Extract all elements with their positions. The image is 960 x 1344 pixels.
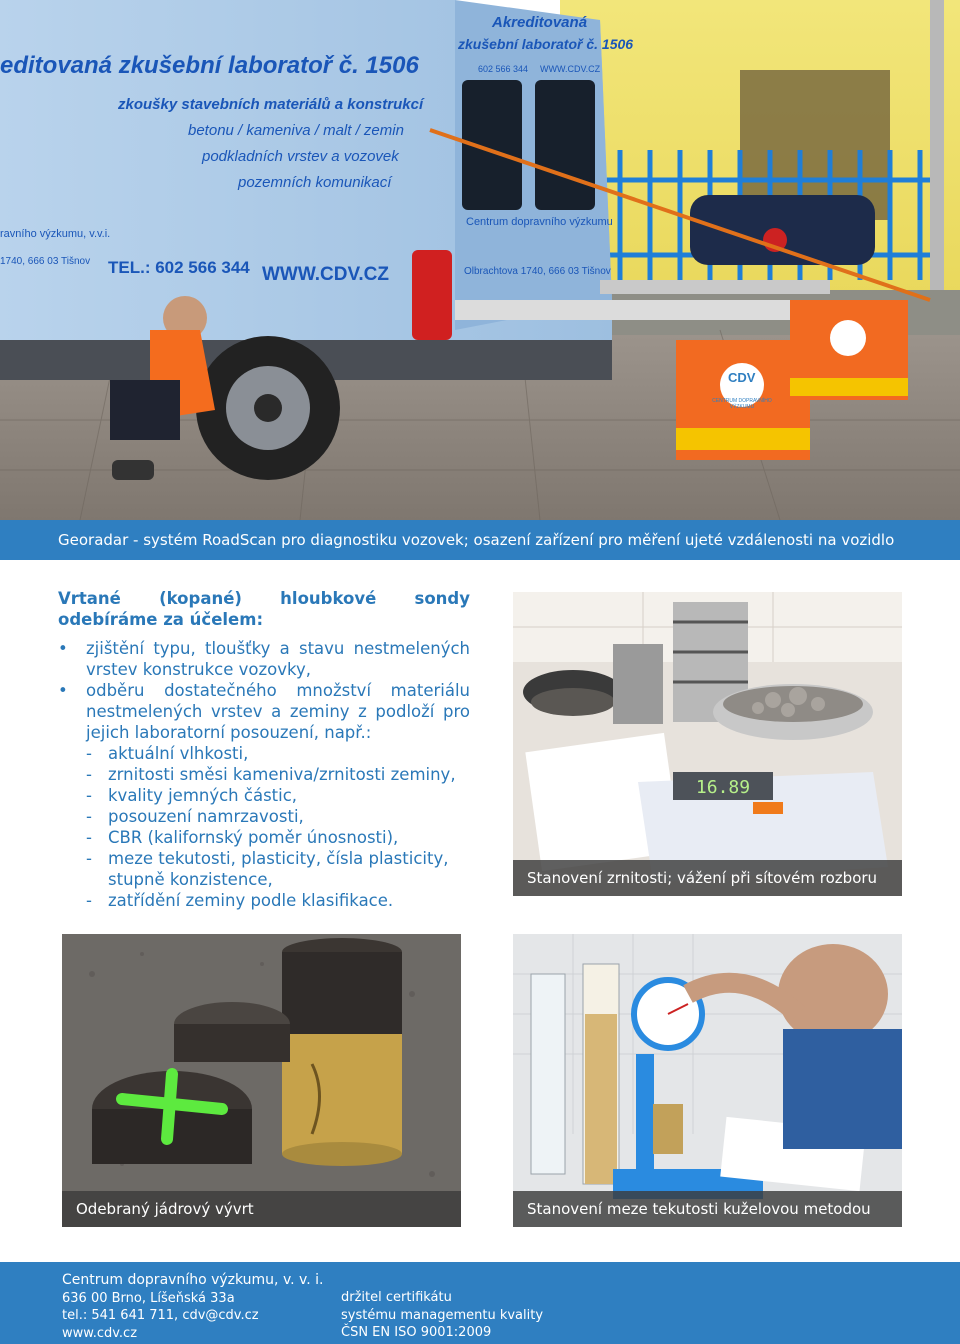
van-side-org: ravního výzkumu, v.v.i. <box>0 228 111 240</box>
cone-illustration <box>513 934 902 1227</box>
van-side-line2: betonu / kameniva / malt / zemin <box>188 122 404 139</box>
hero-caption: Georadar - systém RoadScan pro diagnostiku vozovek; osazení zařízení pro měření ujeté vzdálenosti na vozidlo <box>0 520 960 560</box>
van-side-line3: podkladních vrstev a vozovek <box>202 148 399 165</box>
van-rear-title2: zkušební laboratoř č. 1506 <box>458 36 634 52</box>
list-item: - meze tekutosti, plasticity, čísla plasticity, stupně konzistence, <box>58 848 470 890</box>
core-illustration <box>62 934 461 1227</box>
list-item: • zjištění typu, tloušťky a stavu nestmelených vrstev konstrukce vozovky, <box>58 638 470 680</box>
cone-photo-caption: Stanovení meze tekutosti kuželovou metodou <box>513 1191 902 1227</box>
van-side-web: WWW.CDV.CZ <box>262 264 390 285</box>
purpose-list <box>58 638 470 743</box>
van-rear-title1: Akreditovaná <box>492 14 588 31</box>
box-logo: CDV <box>728 370 756 385</box>
list-item: • odběru dostatečného množství materiálu nestmelených vrstev a zeminy z podloží pro jejich laboratorní posouzení, např.: <box>58 680 470 743</box>
footer-cert-line1: držitel certifikátu <box>341 1290 452 1305</box>
van-rear-web: WWW.CDV.CZ <box>540 64 601 74</box>
footer-cert-line2: systému managementu kvality <box>341 1307 544 1323</box>
list-item: - zrnitosti směsi kameniva/zrnitosti zeminy, <box>58 764 470 785</box>
intro-heading: Vrtané (kopané) hloubkové sondy odebíráme za účelem: <box>58 589 470 629</box>
list-item: - aktuální vlhkosti, <box>58 743 470 764</box>
van-side-tel: TEL.: 602 566 344 <box>108 258 250 277</box>
van-side-line1: zkoušky stavebních materiálů a konstrukcí <box>118 96 424 113</box>
list-item: - posouzení namrzavosti, <box>58 806 470 827</box>
van-rear-tel: 602 566 344 <box>478 64 529 74</box>
core-sample-photo <box>62 934 461 1227</box>
intro-section <box>58 588 470 911</box>
scale-illustration <box>513 592 902 896</box>
van-side-title: editovaná zkušební laboratoř č. 1506 <box>0 52 419 79</box>
box-logo-sub: CENTRUM DOPRAVNÍHO VÝZKUMU <box>712 398 772 410</box>
van-side-line4: pozemních komunikací <box>238 174 392 191</box>
sieve-analysis-photo <box>513 592 902 896</box>
test-list <box>58 743 470 911</box>
footer-cert-line3: ČSN EN ISO 9001:2009 <box>341 1325 492 1340</box>
van-side-addr: 1740, 666 03 Tišnov <box>0 256 91 267</box>
footer-contact <box>62 1272 324 1342</box>
footer <box>0 1262 960 1344</box>
hero-photo <box>0 0 960 520</box>
van-rear-org: Centrum dopravního výzkumu <box>466 216 613 228</box>
core-photo-caption: Odebraný jádrový vývrt <box>62 1191 461 1227</box>
list-item: - kvality jemných částic, <box>58 785 470 806</box>
footer-phone-email[interactable]: tel.: 541 641 711, cdv@cdv.cz <box>62 1308 259 1323</box>
scale-display: 16.89 <box>695 777 751 798</box>
van-rear-addr: Olbrachtova 1740, 666 03 Tišnov <box>464 266 611 277</box>
footer-address: 636 00 Brno, Líšeňská 33a <box>62 1290 235 1306</box>
footer-org: Centrum dopravního výzkumu, v. v. i. <box>62 1272 324 1288</box>
list-item: - zatřídění zeminy podle klasifikace. <box>58 890 470 911</box>
sieve-photo-caption: Stanovení zrnitosti; vážení při sítovém rozboru <box>513 860 902 896</box>
cone-method-photo <box>513 934 902 1227</box>
footer-certification <box>341 1289 543 1342</box>
list-item: - CBR (kalifornský poměr únosnosti), <box>58 827 470 848</box>
footer-website-link[interactable]: www.cdv.cz <box>62 1325 138 1341</box>
